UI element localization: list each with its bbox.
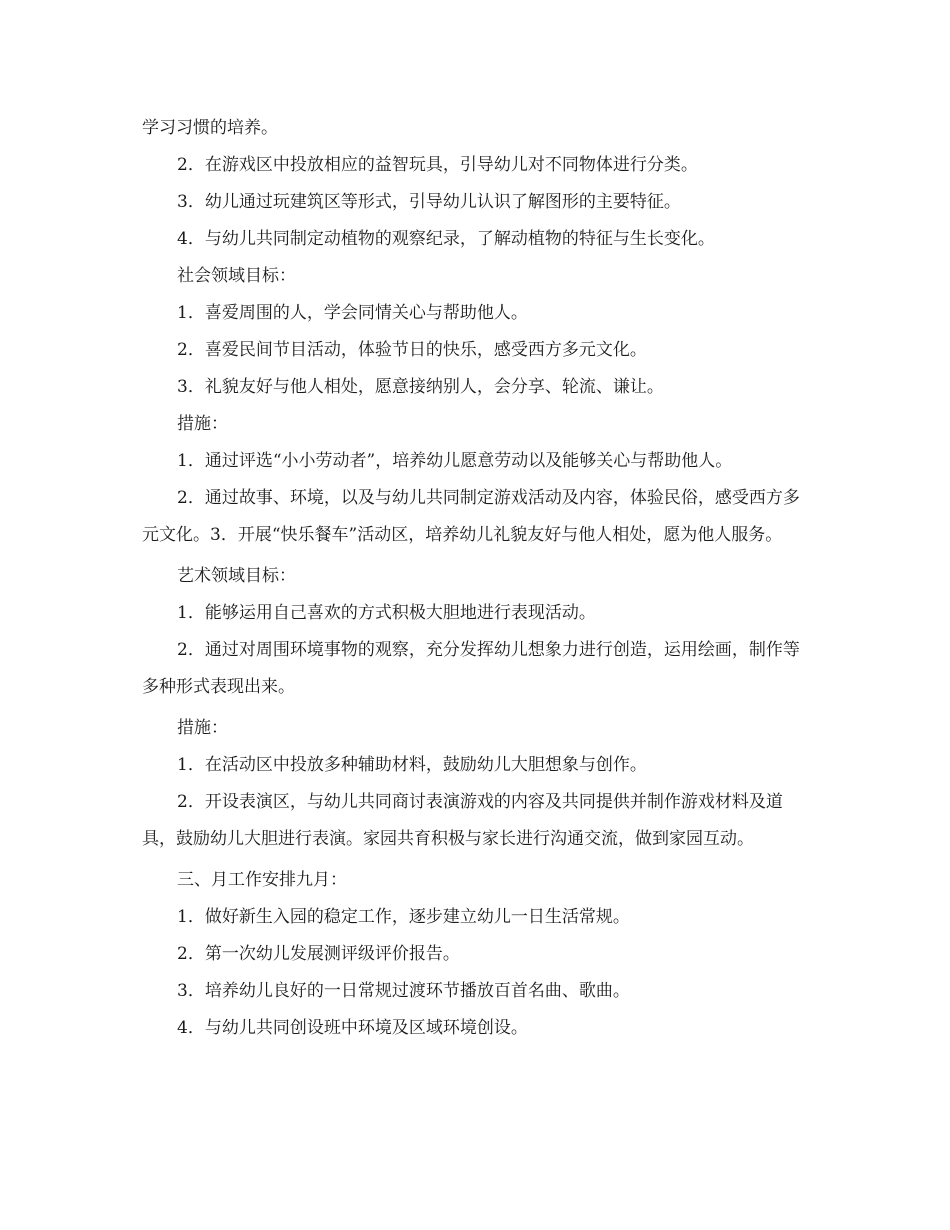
paragraph-cognitive-measure-3: 3．幼儿通过玩建筑区等形式，引导幼儿认识了解图形的主要特征。 bbox=[177, 192, 681, 212]
paragraph-social-goal-1: 1．喜爱周围的人，学会同情关心与帮助他人。 bbox=[177, 303, 528, 323]
heading-art-goals: 艺术领域目标： bbox=[177, 566, 296, 586]
heading-social-measures: 措施： bbox=[177, 414, 228, 434]
paragraph-continuation: 学习习惯的培养。 bbox=[142, 118, 278, 138]
paragraph-september-item-2: 2．第一次幼儿发展测评级评价报告。 bbox=[177, 944, 460, 964]
paragraph-art-measure-1: 1．在活动区中投放多种辅助材料，鼓励幼儿大胆想象与创作。 bbox=[177, 755, 647, 775]
paragraph-cognitive-measure-4: 4．与幼儿共同制定动植物的观察纪录，了解动植物的特征与生长变化。 bbox=[177, 229, 715, 249]
paragraph-social-goal-3: 3．礼貌友好与他人相处，愿意接纳别人，会分享、轮流、谦让。 bbox=[177, 377, 664, 397]
paragraph-cognitive-measure-2: 2．在游戏区中投放相应的益智玩具，引导幼儿对不同物体进行分类。 bbox=[177, 155, 698, 175]
paragraph-september-item-1: 1．做好新生入园的稳定工作，逐步建立幼儿一日生活常规。 bbox=[177, 907, 630, 927]
paragraph-art-goal-1: 1．能够运用自己喜欢的方式积极大胆地进行表现活动。 bbox=[177, 603, 596, 623]
paragraph-september-item-3: 3．培养幼儿良好的一日常规过渡环节播放百首名曲、歌曲。 bbox=[177, 981, 630, 1001]
paragraph-social-measure-2-3: 2．通过故事、环境，以及与幼儿共同制定游戏活动及内容，体验民俗，感受西方多元文化。3．开展“快乐餐车”活动区，培养幼儿礼貌友好与他人相处，愿为他人服务。 bbox=[142, 488, 800, 545]
heading-monthly-plan-september: 三、月工作安排九月： bbox=[177, 870, 347, 890]
heading-social-goals: 社会领域目标： bbox=[177, 266, 296, 286]
paragraph-september-item-4: 4．与幼儿共同创设班中环境及区域环境创设。 bbox=[177, 1018, 528, 1038]
heading-art-measures: 措施： bbox=[177, 718, 228, 738]
paragraph-art-measure-2: 2．开设表演区，与幼儿共同商讨表演游戏的内容及共同提供并制作游戏材料及道具，鼓励幼儿大胆进行表演。家园共育积极与家长进行沟通交流，做到家园互动。 bbox=[142, 792, 783, 849]
paragraph-social-measure-1: 1．通过评选“小小劳动者”，培养幼儿愿意劳动以及能够关心与帮助他人。 bbox=[177, 451, 733, 471]
paragraph-art-goal-2: 2．通过对周围环境事物的观察，充分发挥幼儿想象力进行创造，运用绘画，制作等多种形式表现出来。 bbox=[142, 640, 800, 697]
document-body bbox=[142, 110, 812, 1047]
paragraph-social-goal-2: 2．喜爱民间节目活动，体验节日的快乐，感受西方多元文化。 bbox=[177, 340, 647, 360]
